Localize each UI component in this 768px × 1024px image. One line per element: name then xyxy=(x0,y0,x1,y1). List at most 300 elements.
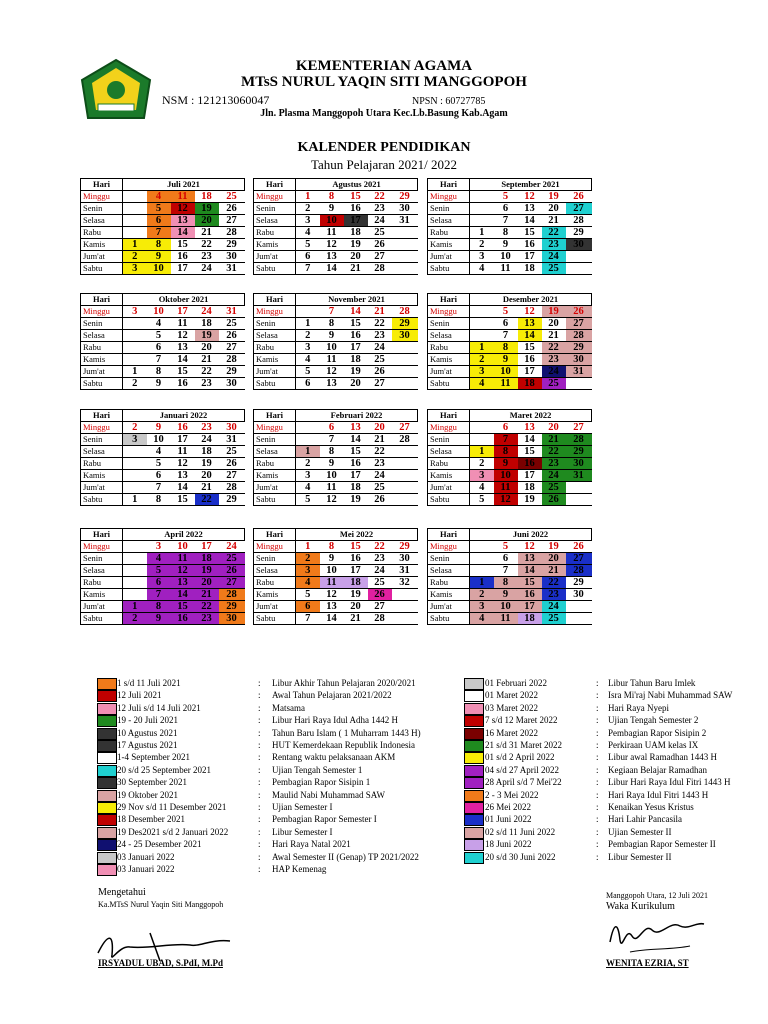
date-cell: 21 xyxy=(195,589,219,601)
week-row xyxy=(254,422,418,434)
legend-date: 19 Des2021 s/d 2 Januari 2022 xyxy=(117,826,229,837)
legend-colon: : xyxy=(258,727,261,738)
legend-description: Libur Semester I xyxy=(272,826,333,837)
date-cell: 17 xyxy=(195,541,219,553)
date-cell: 15 xyxy=(171,366,195,378)
legend-description: Pembagian Rapor Semester I xyxy=(272,814,377,825)
day-header: Hari xyxy=(81,529,123,541)
day-header: Hari xyxy=(81,294,123,306)
date-cell: 16 xyxy=(344,458,368,470)
date-cell: 14 xyxy=(171,227,195,239)
week-row xyxy=(81,494,245,506)
date-cell: 1 xyxy=(123,601,147,613)
date-cell: 7 xyxy=(147,482,171,494)
date-cell xyxy=(123,227,147,239)
date-cell: 30 xyxy=(219,422,245,434)
date-cell xyxy=(392,354,418,366)
date-cell: 5 xyxy=(147,203,171,215)
date-cell: 12 xyxy=(320,366,344,378)
date-cell: 24 xyxy=(195,263,219,275)
date-cell: 2 xyxy=(123,378,147,390)
day-name: Selasa xyxy=(428,215,470,227)
legend-description: Hari Raya Idul Fitri 1443 H xyxy=(608,789,709,800)
date-cell: 25 xyxy=(368,227,392,239)
legend-colon: : xyxy=(258,826,261,837)
week-row xyxy=(428,366,592,378)
date-cell: 16 xyxy=(518,458,542,470)
legend-date: 01 s/d 2 April 2022 xyxy=(485,752,555,763)
week-row xyxy=(428,601,592,613)
date-cell xyxy=(123,330,147,342)
date-cell: 26 xyxy=(566,191,592,203)
month-name: Juli 2021 xyxy=(123,179,245,191)
week-row xyxy=(254,306,418,318)
date-cell: 21 xyxy=(195,354,219,366)
legend-date: 12 Juli 2021 xyxy=(117,690,162,701)
date-cell: 20 xyxy=(344,251,368,263)
week-row xyxy=(81,330,245,342)
legend-swatch xyxy=(464,715,484,727)
date-cell: 22 xyxy=(195,601,219,613)
legend-date: 19 Oktober 2021 xyxy=(117,789,178,800)
date-cell: 20 xyxy=(368,422,392,434)
date-cell: 14 xyxy=(344,306,368,318)
week-row xyxy=(428,354,592,366)
date-cell: 21 xyxy=(368,306,392,318)
day-name: Kamis xyxy=(81,589,123,601)
date-cell xyxy=(470,553,494,565)
date-cell: 29 xyxy=(219,494,245,506)
date-cell: 23 xyxy=(195,422,219,434)
week-row xyxy=(254,470,418,482)
date-cell: 15 xyxy=(344,541,368,553)
date-cell xyxy=(123,446,147,458)
day-name: Selasa xyxy=(254,565,296,577)
date-cell: 9 xyxy=(320,458,344,470)
date-cell: 7 xyxy=(494,215,518,227)
day-name: Selasa xyxy=(81,215,123,227)
day-name: Sabtu xyxy=(254,263,296,275)
week-row xyxy=(254,330,418,342)
day-name: Senin xyxy=(254,434,296,446)
date-cell: 5 xyxy=(147,330,171,342)
month-name: Mei 2022 xyxy=(296,529,418,541)
date-cell: 6 xyxy=(320,422,344,434)
date-cell: 15 xyxy=(344,191,368,203)
date-cell: 12 xyxy=(518,541,542,553)
date-cell: 14 xyxy=(320,613,344,625)
legend-swatch xyxy=(97,839,117,851)
date-cell xyxy=(566,263,592,275)
week-row xyxy=(81,251,245,263)
nsm-label: NSM : 121213060047 xyxy=(162,93,270,107)
date-cell: 7 xyxy=(147,227,171,239)
legend-swatch xyxy=(97,715,117,727)
date-cell: 18 xyxy=(344,354,368,366)
date-cell xyxy=(392,482,418,494)
day-name: Selasa xyxy=(254,330,296,342)
date-cell: 19 xyxy=(195,458,219,470)
week-row xyxy=(428,191,592,203)
date-cell: 22 xyxy=(368,318,392,330)
date-cell: 27 xyxy=(392,422,418,434)
date-cell: 27 xyxy=(566,203,592,215)
curriculum-name: WENITA EZRIA, ST xyxy=(606,958,689,968)
date-cell: 5 xyxy=(296,494,320,506)
date-cell xyxy=(566,601,592,613)
month-table xyxy=(80,528,245,625)
day-name: Minggu xyxy=(81,306,123,318)
date-cell: 29 xyxy=(566,577,592,589)
day-name: Sabtu xyxy=(428,378,470,390)
legend-description: Awal Semester II (Genap) TP 2021/2022 xyxy=(272,851,419,862)
week-row xyxy=(254,565,418,577)
week-row xyxy=(254,263,418,275)
date-cell: 1 xyxy=(123,494,147,506)
week-row xyxy=(81,470,245,482)
day-name: Selasa xyxy=(254,446,296,458)
week-row xyxy=(81,553,245,565)
week-row xyxy=(81,342,245,354)
date-cell: 13 xyxy=(518,318,542,330)
legend-colon: : xyxy=(596,702,599,713)
date-cell xyxy=(296,422,320,434)
legend-colon: : xyxy=(258,752,261,763)
date-cell: 1 xyxy=(296,446,320,458)
date-cell: 26 xyxy=(368,494,392,506)
week-row xyxy=(254,191,418,203)
date-cell: 17 xyxy=(518,366,542,378)
date-cell: 23 xyxy=(195,378,219,390)
week-row xyxy=(254,227,418,239)
day-name: Rabu xyxy=(81,577,123,589)
week-row xyxy=(254,482,418,494)
legend-date: 7 s/d 12 Maret 2022 xyxy=(485,715,558,726)
week-row xyxy=(428,541,592,553)
legend-swatch xyxy=(464,839,484,851)
date-cell: 28 xyxy=(566,330,592,342)
day-header: Hari xyxy=(428,179,470,191)
date-cell: 8 xyxy=(320,541,344,553)
date-cell: 20 xyxy=(542,203,566,215)
month-name: Maret 2022 xyxy=(470,410,592,422)
date-cell: 3 xyxy=(296,565,320,577)
legend-swatch xyxy=(97,814,117,826)
date-cell: 21 xyxy=(542,330,566,342)
date-cell: 27 xyxy=(368,251,392,263)
date-cell: 27 xyxy=(566,422,592,434)
date-cell: 24 xyxy=(195,434,219,446)
date-cell: 7 xyxy=(494,330,518,342)
date-cell xyxy=(392,342,418,354)
date-cell: 30 xyxy=(392,203,418,215)
legend-description: Libur Semester II xyxy=(608,851,672,862)
date-cell: 1 xyxy=(296,318,320,330)
legend-date: 18 Juni 2022 xyxy=(485,839,532,850)
date-cell: 9 xyxy=(494,239,518,251)
day-name: Senin xyxy=(81,203,123,215)
day-name: Jum'at xyxy=(81,601,123,613)
legend-swatch xyxy=(464,790,484,802)
date-cell: 13 xyxy=(171,470,195,482)
day-name: Jum'at xyxy=(254,601,296,613)
date-cell: 10 xyxy=(494,251,518,263)
legend-colon: : xyxy=(596,678,599,688)
day-name: Senin xyxy=(428,553,470,565)
date-cell: 5 xyxy=(494,306,518,318)
week-row xyxy=(428,553,592,565)
day-name: Selasa xyxy=(428,446,470,458)
day-name: Minggu xyxy=(81,422,123,434)
date-cell: 17 xyxy=(171,306,195,318)
day-name: Selasa xyxy=(428,565,470,577)
curriculum-role: Waka Kurikulum xyxy=(606,901,675,912)
week-row xyxy=(428,565,592,577)
date-cell: 29 xyxy=(392,191,418,203)
date-cell: 5 xyxy=(296,366,320,378)
date-cell xyxy=(123,470,147,482)
day-name: Senin xyxy=(428,318,470,330)
day-name: Minggu xyxy=(428,191,470,203)
date-cell: 13 xyxy=(171,577,195,589)
day-name: Jum'at xyxy=(428,601,470,613)
date-cell: 11 xyxy=(171,318,195,330)
date-cell: 23 xyxy=(368,330,392,342)
month-name: November 2021 xyxy=(296,294,418,306)
date-cell: 12 xyxy=(320,589,344,601)
week-row xyxy=(254,239,418,251)
day-name: Jum'at xyxy=(254,482,296,494)
date-cell: 18 xyxy=(518,613,542,625)
date-cell: 11 xyxy=(320,482,344,494)
date-cell: 17 xyxy=(344,215,368,227)
date-cell: 13 xyxy=(320,601,344,613)
legend-swatch xyxy=(464,728,484,740)
ministry-title: KEMENTERIAN AGAMA xyxy=(295,58,473,74)
date-cell: 17 xyxy=(171,434,195,446)
date-cell: 15 xyxy=(171,239,195,251)
month-table xyxy=(253,293,418,390)
legend-colon: : xyxy=(258,839,261,850)
week-row xyxy=(81,446,245,458)
legend-description: Libur Akhir Tahun Pelajaran 2020/2021 xyxy=(272,678,416,688)
date-cell: 19 xyxy=(542,306,566,318)
week-row xyxy=(254,494,418,506)
date-cell: 31 xyxy=(219,306,245,318)
date-cell: 4 xyxy=(470,613,494,625)
week-row xyxy=(254,577,418,589)
month-table xyxy=(80,293,245,390)
date-cell: 3 xyxy=(470,251,494,263)
legend-colon: : xyxy=(596,814,599,825)
date-cell: 15 xyxy=(518,227,542,239)
date-cell: 27 xyxy=(219,215,245,227)
legend-colon: : xyxy=(596,727,599,738)
date-cell xyxy=(123,354,147,366)
date-cell: 3 xyxy=(296,470,320,482)
week-row xyxy=(428,470,592,482)
legend-description: Rentang waktu pelaksanaan AKM xyxy=(272,752,396,763)
week-row xyxy=(254,378,418,390)
date-cell: 15 xyxy=(344,318,368,330)
date-cell: 28 xyxy=(368,263,392,275)
legend-date: 1-4 September 2021 xyxy=(117,752,190,763)
date-cell: 31 xyxy=(392,215,418,227)
date-cell: 10 xyxy=(320,565,344,577)
week-row xyxy=(81,318,245,330)
date-cell: 7 xyxy=(320,306,344,318)
date-cell: 21 xyxy=(344,263,368,275)
month-table xyxy=(427,178,592,275)
date-cell: 2 xyxy=(470,589,494,601)
date-cell: 6 xyxy=(296,378,320,390)
day-header: Hari xyxy=(254,294,296,306)
date-cell: 22 xyxy=(368,191,392,203)
legend-date: 01 Maret 2022 xyxy=(485,690,538,701)
week-row xyxy=(254,354,418,366)
date-cell: 8 xyxy=(147,239,171,251)
week-row xyxy=(254,458,418,470)
date-cell xyxy=(470,330,494,342)
date-cell: 26 xyxy=(566,306,592,318)
legend-date: 20 s/d 25 September 2021 xyxy=(117,764,211,775)
acknowledged-label: Mengetahui xyxy=(98,887,146,898)
legend-description: Hari Lahir Pancasila xyxy=(608,814,682,825)
day-name: Sabtu xyxy=(81,494,123,506)
date-cell: 20 xyxy=(542,318,566,330)
legend-description: Pembagian Rapor Sisipin 1 xyxy=(272,777,371,788)
legend-date: 2 - 3 Mei 2022 xyxy=(485,789,539,800)
legend-colon: : xyxy=(596,802,599,812)
date-cell: 25 xyxy=(219,553,245,565)
day-name: Rabu xyxy=(254,458,296,470)
date-cell: 14 xyxy=(171,354,195,366)
date-cell: 6 xyxy=(494,422,518,434)
date-cell: 27 xyxy=(566,553,592,565)
date-cell: 28 xyxy=(219,227,245,239)
date-cell: 30 xyxy=(566,589,592,601)
legend-date: 26 Mei 2022 xyxy=(485,802,531,812)
date-cell xyxy=(470,434,494,446)
date-cell: 19 xyxy=(344,239,368,251)
date-cell: 17 xyxy=(344,342,368,354)
date-cell: 25 xyxy=(368,482,392,494)
date-cell: 2 xyxy=(296,553,320,565)
date-cell: 7 xyxy=(147,354,171,366)
legend-swatch xyxy=(464,852,484,864)
legend-colon: : xyxy=(596,715,599,726)
date-cell: 2 xyxy=(470,239,494,251)
date-cell: 11 xyxy=(494,263,518,275)
date-cell xyxy=(470,565,494,577)
date-cell: 19 xyxy=(195,330,219,342)
legend-swatch xyxy=(97,752,117,764)
date-cell: 19 xyxy=(518,494,542,506)
day-name: Kamis xyxy=(428,589,470,601)
legend-colon: : xyxy=(596,777,599,788)
date-cell: 6 xyxy=(147,470,171,482)
week-row xyxy=(254,366,418,378)
week-row xyxy=(254,553,418,565)
date-cell: 3 xyxy=(296,215,320,227)
month-name: Januari 2022 xyxy=(123,410,245,422)
date-cell: 9 xyxy=(320,330,344,342)
date-cell: 11 xyxy=(171,191,195,203)
date-cell: 13 xyxy=(171,342,195,354)
date-cell: 24 xyxy=(542,366,566,378)
date-cell: 16 xyxy=(171,422,195,434)
week-row xyxy=(428,422,592,434)
date-cell: 27 xyxy=(368,601,392,613)
date-cell: 13 xyxy=(171,215,195,227)
date-cell: 16 xyxy=(344,203,368,215)
date-cell: 17 xyxy=(344,470,368,482)
legend-date: 12 Juli s/d 14 Juli 2021 xyxy=(117,702,201,713)
week-row xyxy=(254,215,418,227)
date-cell: 25 xyxy=(368,354,392,366)
date-cell: 25 xyxy=(219,318,245,330)
date-cell: 5 xyxy=(147,458,171,470)
date-cell: 15 xyxy=(518,446,542,458)
date-cell xyxy=(470,191,494,203)
legend-swatch xyxy=(97,765,117,777)
date-cell: 26 xyxy=(219,565,245,577)
date-cell: 8 xyxy=(320,318,344,330)
day-name: Kamis xyxy=(254,354,296,366)
legend-date: 29 Nov s/d 11 Desember 2021 xyxy=(117,802,227,812)
date-cell: 18 xyxy=(518,263,542,275)
date-cell: 23 xyxy=(542,239,566,251)
date-cell: 8 xyxy=(494,446,518,458)
date-cell xyxy=(470,541,494,553)
date-cell: 7 xyxy=(494,434,518,446)
date-cell: 16 xyxy=(344,330,368,342)
date-cell: 26 xyxy=(566,541,592,553)
week-row xyxy=(81,306,245,318)
date-cell: 12 xyxy=(171,458,195,470)
date-cell xyxy=(392,366,418,378)
date-cell: 22 xyxy=(195,366,219,378)
date-cell: 27 xyxy=(219,577,245,589)
day-name: Jum'at xyxy=(254,251,296,263)
legend-swatch xyxy=(464,814,484,826)
week-row xyxy=(81,601,245,613)
week-row xyxy=(81,422,245,434)
legend-colon: : xyxy=(596,789,599,800)
week-row xyxy=(81,613,245,625)
date-cell: 6 xyxy=(296,251,320,263)
legend-date: 20 s/d 30 Juni 2022 xyxy=(485,851,556,862)
week-row xyxy=(428,251,592,263)
date-cell: 18 xyxy=(344,227,368,239)
date-cell: 28 xyxy=(566,215,592,227)
date-cell: 11 xyxy=(171,446,195,458)
date-cell: 4 xyxy=(296,354,320,366)
date-cell: 10 xyxy=(494,601,518,613)
date-cell xyxy=(123,589,147,601)
day-name: Rabu xyxy=(254,342,296,354)
date-cell: 5 xyxy=(494,541,518,553)
date-cell: 2 xyxy=(296,203,320,215)
date-cell: 21 xyxy=(195,227,219,239)
date-cell: 13 xyxy=(344,422,368,434)
legend-colon: : xyxy=(596,752,599,763)
day-name: Sabtu xyxy=(81,613,123,625)
date-cell: 13 xyxy=(518,422,542,434)
date-cell: 7 xyxy=(320,434,344,446)
month-table xyxy=(253,409,418,506)
date-cell: 4 xyxy=(296,482,320,494)
